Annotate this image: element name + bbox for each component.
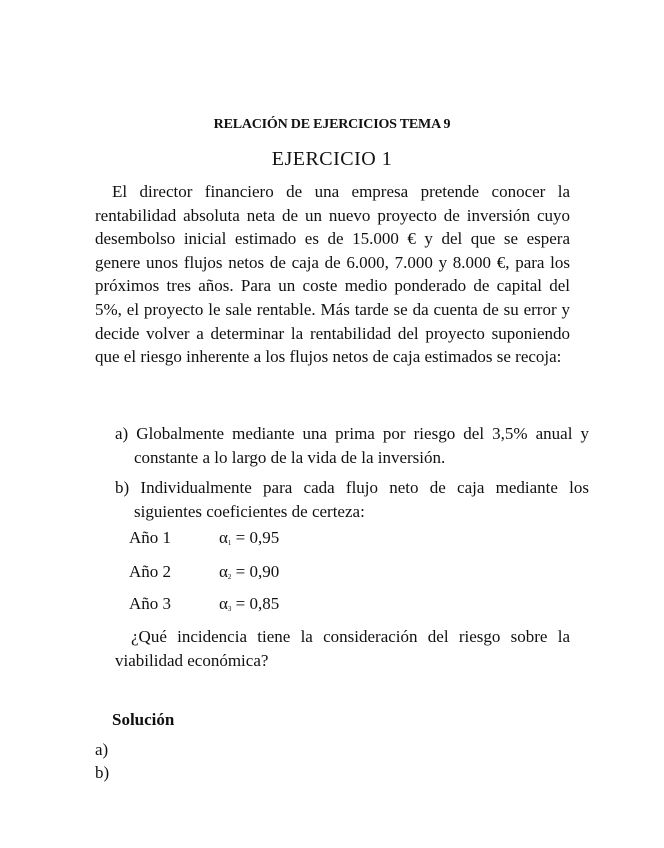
solution-heading: Solución (112, 710, 175, 729)
solution-item-b: b) (95, 763, 110, 782)
coefficient-symbol: $\alpha_3$ (219, 594, 232, 613)
coefficient-year: Año 2 (129, 562, 172, 581)
question-paragraph: ¿Qué incidencia tiene la consideración del riesgo sobre la viabilidad económica? (115, 627, 570, 670)
coefficient-year: Año 3 (129, 594, 172, 613)
coefficient-value: = 0,90 (235, 562, 280, 581)
coefficient-symbol: $\alpha_1$ (219, 528, 232, 547)
list-item-text: Globalmente mediante una prima por riesgo del 3,5% anual y constante a lo largo de la vida de la inversión. (134, 424, 589, 467)
exercise-title: EJERCICIO 1 (271, 148, 393, 170)
coefficient-year: Año 1 (129, 528, 172, 547)
coefficient-row-1 (129, 527, 279, 554)
coefficient-symbol: $\alpha_2$ (219, 562, 232, 581)
coefficient-row-2 (129, 561, 279, 588)
coefficient-row-3 (129, 593, 279, 620)
solution-item-a: a) (95, 740, 109, 759)
list-item-b (115, 476, 589, 523)
coefficient-value: = 0,95 (235, 528, 280, 547)
intro-paragraph: El director financiero de una empresa pretende conocer la rentabilidad absoluta neta de un nuevo proyecto de inversión cuyo desembolso inicial estimado es de 15.000 € y del que se espera genere unos flujos netos de caja de 6.000, 7.000 y 8.000 €, para los próximos tres años. Para un coste medio ponderado de capital del 5%, el proyecto le sale rentable. Más tarde se da cuenta de su error y decide volver a determinar la rentabilidad del proyecto suponiendo que el riesgo inherente a los flujos netos de caja estimados se recoja: (95, 182, 570, 367)
list-item-marker: b) (115, 478, 130, 497)
list-item-a (115, 422, 589, 469)
document-header: RELACIÓN DE EJERCICIOS TEMA 9 (213, 117, 451, 132)
coefficient-value: = 0,85 (235, 594, 280, 613)
list-item-marker: a) (115, 424, 129, 443)
list-item-text: Individualmente para cada flujo neto de caja mediante los siguientes coeficientes de certeza: (134, 478, 589, 521)
